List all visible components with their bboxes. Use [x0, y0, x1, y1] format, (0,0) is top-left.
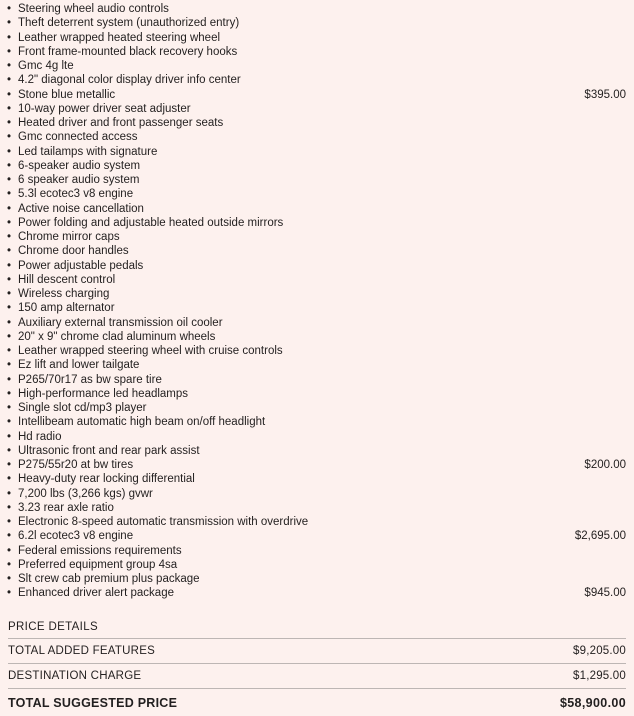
bullet-icon: • — [7, 530, 12, 543]
bullet-icon: • — [7, 416, 12, 429]
feature-price: $2,695.00 — [574, 530, 626, 543]
bullet-icon: • — [7, 516, 12, 528]
feature-item — [4, 202, 630, 216]
feature-item — [4, 259, 630, 273]
feature-label: Power adjustable pedals — [18, 259, 144, 272]
feature-item — [4, 187, 630, 201]
feature-item — [4, 145, 630, 159]
feature-label: Leather wrapped heated steering wheel — [18, 31, 221, 44]
bullet-icon: • — [7, 45, 12, 58]
feature-label: Preferred equipment group 4sa — [18, 558, 178, 571]
feature-label: Heavy-duty rear locking differential — [18, 473, 195, 486]
feature-item — [4, 159, 630, 173]
price-detail-value: $9,205.00 — [573, 644, 626, 657]
feature-item — [4, 88, 630, 102]
bullet-icon: • — [7, 587, 12, 600]
bullet-icon: • — [7, 302, 12, 315]
bullet-icon: • — [7, 473, 12, 486]
price-details-section — [4, 618, 630, 716]
feature-item — [4, 73, 630, 87]
bullet-icon: • — [7, 373, 12, 386]
feature-item — [4, 358, 630, 372]
feature-item — [4, 287, 630, 301]
feature-label: 6.2l ecotec3 v8 engine — [18, 530, 134, 543]
feature-item — [4, 45, 630, 59]
feature-label: 150 amp alternator — [18, 302, 115, 315]
bullet-icon: • — [7, 60, 12, 72]
feature-item — [4, 515, 630, 529]
feature-item — [4, 301, 630, 315]
price-details-heading: PRICE DETAILS — [8, 618, 626, 639]
price-detail-row — [8, 639, 626, 664]
feature-label: Electronic 8-speed automatic transmission with overdrive — [18, 516, 309, 528]
bullet-icon: • — [7, 3, 12, 15]
feature-label: Federal emissions requirements — [18, 544, 182, 557]
feature-item — [4, 216, 630, 230]
price-detail-row — [8, 664, 626, 689]
feature-price: $945.00 — [584, 587, 626, 600]
price-detail-label: TOTAL ADDED FEATURES — [8, 644, 156, 657]
feature-item — [4, 558, 630, 572]
feature-item — [4, 430, 630, 444]
bullet-icon: • — [7, 88, 12, 101]
feature-item — [4, 130, 630, 144]
feature-label: Gmc connected access — [18, 131, 138, 144]
feature-label: Hill descent control — [18, 273, 116, 286]
feature-item — [4, 330, 630, 344]
bullet-icon: • — [7, 174, 12, 186]
bullet-icon: • — [7, 487, 12, 500]
feature-item — [4, 444, 630, 458]
feature-label: P275/55r20 at bw tires — [18, 459, 134, 471]
bullet-icon: • — [7, 402, 12, 414]
feature-item — [4, 572, 630, 586]
bullet-icon: • — [7, 459, 12, 471]
bullet-icon: • — [7, 345, 12, 357]
bullet-icon: • — [7, 17, 12, 30]
feature-label: High-performance led headlamps — [18, 387, 189, 400]
bullet-icon: • — [7, 444, 12, 457]
feature-item — [4, 316, 630, 330]
bullet-icon: • — [7, 288, 12, 300]
feature-label: Slt crew cab premium plus package — [18, 573, 200, 585]
feature-item — [4, 273, 630, 287]
price-detail-value: $1,295.00 — [573, 669, 626, 682]
bullet-icon: • — [7, 231, 12, 243]
bullet-icon: • — [7, 31, 12, 44]
feature-item — [4, 244, 630, 258]
feature-label: Front frame-mounted black recovery hooks — [18, 45, 238, 58]
feature-item — [4, 586, 630, 600]
feature-label: Chrome mirror caps — [18, 231, 120, 243]
feature-item — [4, 59, 630, 73]
feature-label: Power folding and adjustable heated outside mirrors — [18, 216, 284, 229]
feature-label: Led tailamps with signature — [18, 145, 158, 158]
bullet-icon: • — [7, 202, 12, 215]
feature-item — [4, 501, 630, 515]
feature-label: 6 speaker audio system — [18, 174, 140, 186]
price-details-rows — [8, 639, 626, 689]
feature-label: Ez lift and lower tailgate — [18, 359, 140, 372]
feature-item — [4, 116, 630, 130]
feature-label: Theft deterrent system (unauthorized entry) — [18, 17, 240, 30]
total-suggested-price-label: TOTAL SUGGESTED PRICE — [8, 695, 178, 710]
bullet-icon: • — [7, 131, 12, 144]
bullet-icon: • — [7, 159, 12, 172]
feature-item — [4, 173, 630, 187]
feature-item — [4, 344, 630, 358]
feature-label: 3.23 rear axle ratio — [18, 501, 114, 514]
feature-label: Enhanced driver alert package — [18, 587, 174, 600]
feature-label: 7,200 lbs (3,266 kgs) gvwr — [18, 487, 153, 500]
feature-item — [4, 102, 630, 116]
feature-item — [4, 31, 630, 45]
feature-item — [4, 544, 630, 558]
bullet-icon: • — [7, 102, 12, 115]
feature-label: Steering wheel audio controls — [18, 3, 169, 15]
bullet-icon: • — [7, 145, 12, 158]
feature-label: Heated driver and front passenger seats — [18, 117, 224, 129]
feature-price: $395.00 — [584, 88, 626, 101]
feature-item — [4, 401, 630, 415]
bullet-icon: • — [7, 359, 12, 372]
bullet-icon: • — [7, 558, 12, 571]
feature-label: Stone blue metallic — [18, 88, 116, 101]
feature-price: $200.00 — [584, 459, 626, 471]
feature-label: Intellibeam automatic high beam on/off headlight — [18, 416, 266, 429]
feature-label: Active noise cancellation — [18, 202, 144, 215]
feature-item — [4, 487, 630, 501]
total-suggested-price-value: $58,900.00 — [559, 695, 626, 710]
feature-label: P265/70r17 as bw spare tire — [18, 373, 162, 386]
bullet-icon: • — [7, 74, 12, 87]
feature-item — [4, 16, 630, 30]
feature-label: 20" x 9" chrome clad aluminum wheels — [18, 330, 216, 343]
bullet-icon: • — [7, 273, 12, 286]
feature-item — [4, 2, 630, 16]
bullet-icon: • — [7, 544, 12, 557]
features-list — [4, 2, 630, 601]
feature-item — [4, 472, 630, 486]
bullet-icon: • — [7, 501, 12, 514]
feature-label: Ultrasonic front and rear park assist — [18, 444, 200, 457]
bullet-icon: • — [7, 259, 12, 272]
feature-label: 6-speaker audio system — [18, 159, 141, 172]
bullet-icon: • — [7, 117, 12, 129]
feature-label: Hd radio — [18, 430, 62, 443]
total-suggested-price-row — [8, 689, 626, 716]
bullet-icon: • — [7, 430, 12, 443]
bullet-icon: • — [7, 316, 12, 329]
feature-label: Wireless charging — [18, 288, 110, 300]
price-detail-label: DESTINATION CHARGE — [8, 669, 142, 682]
feature-label: Chrome door handles — [18, 245, 129, 258]
feature-label: Auxiliary external transmission oil cooler — [18, 316, 223, 329]
bullet-icon: • — [7, 245, 12, 258]
bullet-icon: • — [7, 216, 12, 229]
feature-item — [4, 373, 630, 387]
feature-item — [4, 415, 630, 429]
bullet-icon: • — [7, 387, 12, 400]
feature-item — [4, 458, 630, 472]
feature-item — [4, 230, 630, 244]
feature-label: Single slot cd/mp3 player — [18, 402, 147, 414]
bullet-icon: • — [7, 573, 12, 585]
feature-label: 4.2" diagonal color display driver info center — [18, 74, 241, 87]
bullet-icon: • — [7, 188, 12, 201]
bullet-icon: • — [7, 330, 12, 343]
feature-item — [4, 387, 630, 401]
feature-label: Gmc 4g lte — [18, 60, 74, 72]
feature-label: 5.3l ecotec3 v8 engine — [18, 188, 134, 201]
feature-label: 10-way power driver seat adjuster — [18, 102, 191, 115]
feature-label: Leather wrapped steering wheel with cruise controls — [18, 345, 283, 357]
feature-item — [4, 529, 630, 543]
